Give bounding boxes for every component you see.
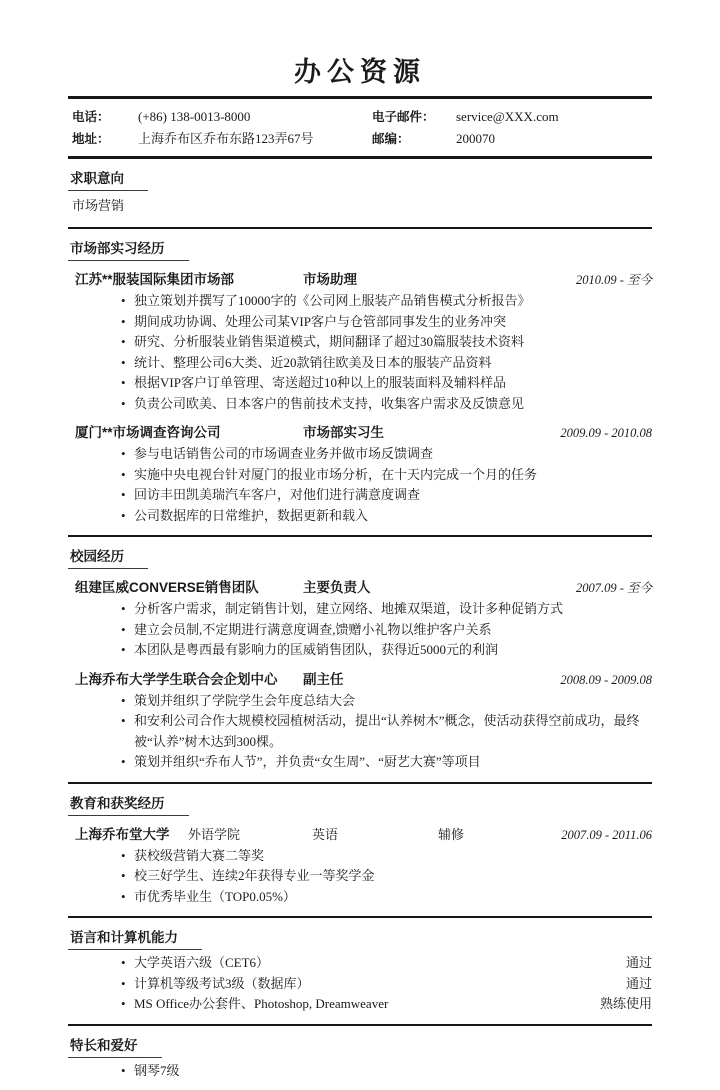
bullet-item: • 策划并组织了学院学生会年度总结大会 bbox=[68, 691, 652, 712]
address-value: 上海乔布区乔布东路123弄67号 bbox=[138, 128, 372, 150]
objective-content: 市场营销 bbox=[68, 191, 652, 218]
campus-heading: 校园经历 bbox=[68, 545, 148, 569]
bullet-list bbox=[68, 444, 652, 526]
skill-level: 熟练使用 bbox=[600, 994, 652, 1015]
skill-text: • MS Office办公套件、Photoshop, Dreamweaver bbox=[134, 994, 600, 1015]
section-hobbies bbox=[68, 1026, 652, 1090]
bullet-item: • 研究、分析服装业销售渠道模式，期间翻译了超过30篇服装技术资料 bbox=[68, 332, 652, 353]
skill-list bbox=[68, 953, 652, 1015]
company-name: 厦门**市场调查咨询公司 bbox=[75, 421, 303, 441]
job-title: 市场助理 bbox=[303, 268, 576, 288]
section-body bbox=[68, 1061, 652, 1090]
entry-header bbox=[68, 268, 652, 288]
bullet-item: • 和安利公司合作大规模校园植树活动，提出“认养树木”概念，使活动获得空前成功，最终被“认养”树木达到300棵。 bbox=[68, 711, 652, 752]
section-education bbox=[68, 784, 652, 917]
bullet-item: • 策划并组织“乔布人节”，并负责“女生周”、“厨艺大赛”等项目 bbox=[68, 752, 652, 773]
skill-level: 通过 bbox=[626, 974, 652, 995]
contact-block bbox=[68, 99, 652, 156]
section-objective bbox=[68, 159, 652, 227]
organization-name: 组建匡威CONVERSE销售团队 bbox=[75, 576, 303, 596]
skill-text: • 大学英语六级（CET6） bbox=[134, 953, 626, 974]
section-heading bbox=[68, 159, 652, 191]
bullet-list bbox=[68, 1061, 652, 1082]
campus-entry bbox=[68, 668, 652, 773]
skill-level: 通过 bbox=[626, 953, 652, 974]
skills-heading: 语言和计算机能力 bbox=[68, 926, 202, 950]
hobbies-heading: 特长和爱好 bbox=[68, 1034, 162, 1058]
bullet-item: • 负责公司欧美、日本客户的售前技术支持，收集客户需求及反馈意见 bbox=[68, 394, 652, 415]
bullet-item: • 本团队是粤西最有影响力的匡威销售团队，获得近5000元的利润 bbox=[68, 640, 652, 661]
bullet-item: • 统计、整理公司6大类、近20款销往欧美及日本的服装产品资料 bbox=[68, 353, 652, 374]
phone-value: (+86) 138-0013-8000 bbox=[138, 106, 372, 128]
education-heading: 教育和获奖经历 bbox=[68, 792, 189, 816]
major-name: 英语 bbox=[312, 824, 438, 843]
bullet-item: • 建立会员制,不定期进行满意度调查,馈赠小礼物以维护客户关系 bbox=[68, 620, 652, 641]
entry-header bbox=[68, 421, 652, 441]
bullet-list bbox=[68, 846, 652, 908]
position-title: 副主任 bbox=[303, 668, 560, 688]
email-label: 电子邮件： bbox=[372, 106, 456, 128]
date-range: 2009.09 - 2010.08 bbox=[560, 426, 652, 441]
zip-value: 200070 bbox=[456, 128, 648, 150]
section-body bbox=[68, 823, 652, 917]
entry-header bbox=[68, 668, 652, 688]
internship-entry bbox=[68, 421, 652, 526]
school-name: 上海乔布堂大学 bbox=[75, 823, 188, 843]
job-title: 市场部实习生 bbox=[303, 421, 560, 441]
internship-entry bbox=[68, 268, 652, 414]
section-body bbox=[68, 576, 652, 782]
section-heading bbox=[68, 1026, 652, 1058]
section-heading bbox=[68, 784, 652, 816]
contact-row bbox=[72, 106, 648, 128]
date-range: 2007.09 - 至今 bbox=[576, 578, 652, 596]
bullet-item: • 钢琴7级 bbox=[68, 1061, 652, 1082]
document-title: 办公资源 bbox=[68, 50, 652, 89]
section-heading bbox=[68, 229, 652, 261]
campus-entry bbox=[68, 576, 652, 661]
date-range: 2007.09 - 2011.06 bbox=[561, 828, 652, 843]
skill-item bbox=[68, 994, 652, 1015]
college-name: 外语学院 bbox=[188, 824, 312, 843]
address-label: 地址： bbox=[72, 128, 138, 150]
bullet-list bbox=[68, 291, 652, 414]
bullet-item: • 获校级营销大赛二等奖 bbox=[68, 846, 652, 867]
bullet-item: • 回访丰田凯美瑞汽车客户，对他们进行满意度调查 bbox=[68, 485, 652, 506]
contact-row bbox=[72, 128, 648, 150]
bullet-item: • 校三好学生、连续2年获得专业一等奖学金 bbox=[68, 866, 652, 887]
bullet-list bbox=[68, 599, 652, 661]
entry-header bbox=[68, 576, 652, 596]
date-range: 2010.09 - 至今 bbox=[576, 270, 652, 288]
skill-text: • 计算机等级考试3级（数据库） bbox=[134, 974, 626, 995]
objective-heading: 求职意向 bbox=[68, 167, 148, 191]
section-body bbox=[68, 953, 652, 1024]
education-header bbox=[68, 823, 652, 843]
company-name: 江苏**服装国际集团市场部 bbox=[75, 268, 303, 288]
skill-item bbox=[68, 974, 652, 995]
section-heading bbox=[68, 918, 652, 950]
section-body bbox=[68, 191, 652, 227]
phone-label: 电话： bbox=[72, 106, 138, 128]
date-range: 2008.09 - 2009.08 bbox=[560, 673, 652, 688]
zip-label: 邮编： bbox=[372, 128, 456, 150]
section-skills bbox=[68, 918, 652, 1024]
internship-heading: 市场部实习经历 bbox=[68, 237, 189, 261]
section-campus bbox=[68, 537, 652, 782]
organization-name: 上海乔布大学学生联合会企划中心 bbox=[75, 668, 303, 688]
email-value: service@XXX.com bbox=[456, 106, 648, 128]
bullet-item: • 公司数据库的日常维护，数据更新和载入 bbox=[68, 506, 652, 527]
section-heading bbox=[68, 537, 652, 569]
section-body bbox=[68, 268, 652, 535]
bullet-list bbox=[68, 691, 652, 773]
bullet-item: • 根据VIP客户订单管理、寄送超过10种以上的服装面料及辅料样品 bbox=[68, 373, 652, 394]
minor-label: 辅修 bbox=[438, 824, 561, 843]
position-title: 主要负责人 bbox=[303, 576, 576, 596]
section-internship bbox=[68, 229, 652, 535]
bullet-item: • 市优秀毕业生（TOP0.05%） bbox=[68, 887, 652, 908]
bullet-item: • 期间成功协调、处理公司某VIP客户与仓管部同事发生的业务冲突 bbox=[68, 312, 652, 333]
bullet-item: • 分析客户需求，制定销售计划，建立网络、地摊双渠道，设计多种促销方式 bbox=[68, 599, 652, 620]
bullet-item: • 独立策划并撰写了10000字的《公司网上服装产品销售模式分析报告》 bbox=[68, 291, 652, 312]
skill-item bbox=[68, 953, 652, 974]
bullet-item: • 参与电话销售公司的市场调查业务并做市场反馈调查 bbox=[68, 444, 652, 465]
bullet-item: • 实施中央电视台针对厦门的报业市场分析，在十天内完成一个月的任务 bbox=[68, 465, 652, 486]
